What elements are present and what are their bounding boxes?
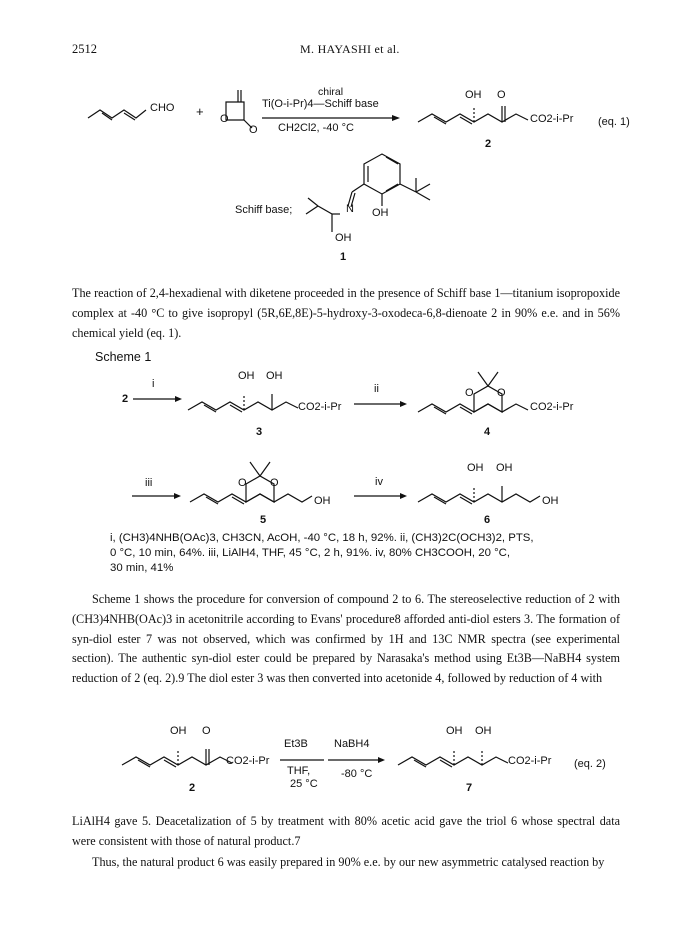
cmp4-o-1: O	[465, 387, 474, 399]
reagent-solvent: CH2Cl2, -40 °C	[278, 122, 354, 134]
cho-label: CHO	[150, 102, 175, 114]
eq2-cond-80: -80 °C	[341, 768, 373, 780]
eq2-arrow-2	[328, 755, 386, 765]
arrow-iii	[132, 491, 182, 501]
paragraph-4-text: Thus, the natural product 6 was easily prepared in 90% e.e. by our new asymmetric catalysed reaction by	[92, 855, 605, 869]
compound-7-label: 7	[466, 782, 473, 794]
conditions-line-1: i, (CH3)4NHB(OAc)3, CH3CN, AcOH, -40 °C, 18 h, 92%. ii, (CH3)2C(OCH3)2, PTS,	[110, 532, 534, 544]
reagent-nabh4: NaBH4	[334, 738, 370, 750]
eq2-start-ester: CO2-i-Pr	[226, 755, 270, 767]
eq2-start-label: 2	[189, 782, 196, 794]
arrow-i	[133, 394, 183, 404]
compound-6-label: 6	[484, 514, 491, 526]
compound-4-structure	[418, 362, 558, 422]
eq1-label: (eq. 1)	[598, 116, 630, 128]
diketene-carbonyl-o: O	[249, 124, 258, 136]
cmp7-oh-1: OH	[446, 725, 463, 737]
cmp3-ester: CO2-i-Pr	[298, 401, 342, 413]
product-oh: OH	[465, 89, 482, 101]
scheme-start-2: 2	[122, 393, 129, 405]
schiff-base-structure	[292, 150, 442, 240]
schiff-base-label: Schiff base;	[235, 204, 293, 216]
diketene-ring-o: O	[220, 113, 229, 125]
cmp7-ester: CO2-i-Pr	[508, 755, 552, 767]
cmp7-oh-2: OH	[475, 725, 492, 737]
product-ester: CO2-i-Pr	[530, 113, 574, 125]
compound-3-structure	[188, 380, 318, 420]
schiff-n: N	[346, 203, 354, 215]
schiff-phenol-oh: OH	[372, 207, 389, 219]
reagent-et3b: Et3B	[284, 738, 308, 750]
conditions-line-2: 0 °C, 10 min, 64%. iii, LiAlH4, THF, 45 °C, 2 h, 91%. iv, 80% CH3COOH, 20 °C,	[110, 547, 511, 559]
step-iii: iii	[145, 477, 153, 489]
paragraph-3-text: LiAlH4 gave 5. Deacetalization of 5 by treatment with 80% acetic acid gave the triol 6 whose spectral data were consistent with those of natural product.7	[72, 814, 620, 848]
scheme-conditions	[110, 531, 534, 576]
arrow-ii	[354, 399, 409, 409]
running-title: M. HAYASHI et al.	[300, 42, 400, 56]
step-iv: iv	[375, 476, 383, 488]
cmp6-oh-2: OH	[496, 462, 513, 474]
paragraph-4	[72, 853, 620, 873]
compound-2-label: 2	[485, 138, 492, 150]
eq2-cond-25: 25 °C	[290, 778, 318, 790]
paragraph-2	[72, 590, 620, 689]
page-number: 2512	[72, 42, 97, 56]
eq2-cond-thf: THF,	[287, 765, 311, 777]
plus-sign: +	[196, 104, 204, 119]
step-i: i	[152, 378, 155, 390]
product-ketone-o: O	[497, 89, 506, 101]
eq2-start-o: O	[202, 725, 211, 737]
cmp5-oh: OH	[314, 495, 331, 507]
scheme-title: Scheme 1	[95, 350, 152, 364]
compound-5-label: 5	[260, 514, 267, 526]
eq2-start-oh: OH	[170, 725, 187, 737]
cmp6-oh-1: OH	[467, 462, 484, 474]
cmp3-oh-1: OH	[238, 370, 255, 382]
eq2-label: (eq. 2)	[574, 758, 606, 770]
compound-4-label: 4	[484, 426, 491, 438]
step-ii: ii	[374, 383, 379, 395]
reagent-chiral: chiral	[318, 86, 344, 98]
cmp4-o-2: O	[497, 387, 506, 399]
reagent-ti-schiff: Ti(O-i-Pr)4—Schiff base	[262, 98, 379, 110]
eq2-arrow-1	[280, 755, 328, 765]
compound-3-label: 3	[256, 426, 263, 438]
paragraph-1	[72, 284, 620, 343]
paragraph-2-text: Scheme 1 shows the procedure for conversion of compound 2 to 6. The stereoselective reduction of 2 with (CH3)4NHB(OAc)3 in acetonitrile according to Evans' procedure8 afforded anti-diol esters 3. The formation of syn-diol ester 7 was not observed, which was confirmed by 1H and 13C NMR spectra (see experimental section). The authentic syn-diol ester could be prepared by Narasaka's method using Et3B—NaBH4 system reduction of 2 (eq. 2).9 The diol ester 3 was then converted into acetonide 4, followed by reduction of 4 with	[72, 592, 620, 686]
cmp4-ester: CO2-i-Pr	[530, 401, 574, 413]
arrow-iv	[354, 491, 409, 501]
cmp5-o-1: O	[238, 477, 247, 489]
paragraph-3	[72, 812, 620, 852]
cmp5-o-2: O	[270, 477, 279, 489]
paragraph-1-text: The reaction of 2,4-hexadienal with diketene proceeded in the presence of Schiff base 1—titanium isopropoxide complex at -40 °C to give isopropyl (5R,6E,8E)-5-hydroxy-3-oxodeca-6,8-dienoate 2 in 90% e.e. and in 56% chemical yield (eq. 1).	[72, 286, 620, 340]
cmp6-oh-3: OH	[542, 495, 559, 507]
compound-1-label: 1	[340, 251, 347, 263]
conditions-line-3: 30 min, 41%	[110, 562, 174, 574]
schiff-alcohol-oh: OH	[335, 232, 352, 244]
cmp3-oh-2: OH	[266, 370, 283, 382]
